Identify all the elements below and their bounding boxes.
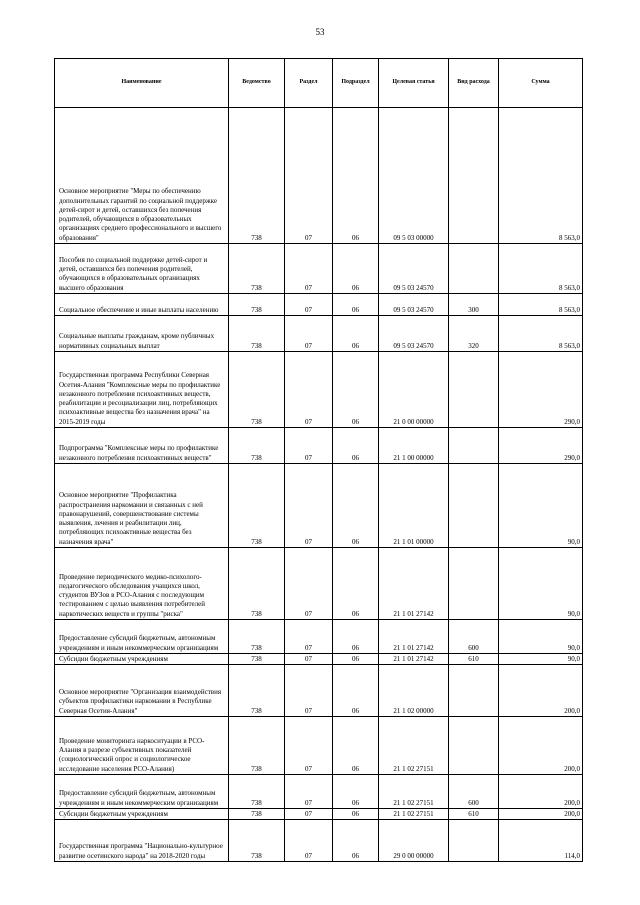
cell-name: Субсидии бюджетным учреждениям	[55, 809, 229, 820]
cell-vid: 300	[449, 294, 499, 316]
cell-ved: 738	[229, 428, 285, 464]
header-celevaya-statya: Целевая статья	[379, 59, 449, 108]
cell-vid	[449, 820, 499, 862]
cell-vid	[449, 428, 499, 464]
cell-ved: 738	[229, 665, 285, 717]
cell-name: Государственная программа "Национально-культурное развитие осетинского народа" на 2018-2020 годы	[55, 820, 229, 862]
cell-vid: 610	[449, 809, 499, 820]
cell-name: Основное мероприятие "Меры по обеспечению дополнительных гарантий по социальной поддержке детей-сирот и детей, оставшихся без попечения родителей, обучающихся в образовательных организациях среднего профессионального и высшего образования"	[55, 108, 229, 244]
cell-ved: 738	[229, 294, 285, 316]
cell-name: Субсидии бюджетным учреждениям	[55, 654, 229, 665]
header-row	[55, 59, 583, 108]
cell-razd: 07	[285, 108, 333, 244]
header-vedomstvo: Ведомство	[229, 59, 285, 108]
table-row	[55, 775, 583, 809]
cell-razd: 07	[285, 352, 333, 428]
cell-cel: 21 1 01 00000	[379, 464, 449, 548]
cell-sum: 90,0	[499, 464, 583, 548]
cell-name: Пособия по социальной поддержке детей-сирот и детей, оставшихся без попечения родителей, обучающихся в образовательных организациях высшего образования	[55, 244, 229, 294]
cell-name: Проведение периодического медико-психолого-педагогического обследования учащихся школ, студентов ВУЗов в РСО-Алания с последующим тестированием с целью выявления потребителей наркотических веществ и группы "риска"	[55, 548, 229, 620]
header-vid-rashoda: Вид расхода	[449, 59, 499, 108]
cell-cel: 21 1 02 27151	[379, 717, 449, 775]
table-row	[55, 620, 583, 654]
cell-cel: 21 1 01 27142	[379, 620, 449, 654]
cell-podr: 06	[333, 428, 379, 464]
cell-podr: 06	[333, 775, 379, 809]
cell-razd: 07	[285, 428, 333, 464]
cell-name: Подпрограмма "Комплексные меры по профилактике незаконного потребления психоактивных веществ"	[55, 428, 229, 464]
cell-sum: 90,0	[499, 654, 583, 665]
cell-vid: 610	[449, 654, 499, 665]
cell-podr: 06	[333, 665, 379, 717]
cell-podr: 06	[333, 820, 379, 862]
cell-razd: 07	[285, 464, 333, 548]
cell-podr: 06	[333, 654, 379, 665]
cell-ved: 738	[229, 108, 285, 244]
cell-cel: 09 5 03 24570	[379, 294, 449, 316]
cell-cel: 29 0 00 00000	[379, 820, 449, 862]
table-row	[55, 654, 583, 665]
cell-sum: 290,0	[499, 428, 583, 464]
cell-cel: 21 0 00 00000	[379, 352, 449, 428]
cell-ved: 738	[229, 548, 285, 620]
cell-sum: 114,0	[499, 820, 583, 862]
cell-vid	[449, 108, 499, 244]
cell-razd: 07	[285, 294, 333, 316]
table-row	[55, 108, 583, 244]
cell-vid: 600	[449, 620, 499, 654]
cell-name: Проведение мониторинга наркоситуации в РСО-Алания в разрезе субъективных показателей (социологический опрос и социологическое исследование населения РСО-Алания)	[55, 717, 229, 775]
table-row	[55, 464, 583, 548]
table-row	[55, 820, 583, 862]
cell-podr: 06	[333, 244, 379, 294]
cell-vid	[449, 665, 499, 717]
cell-cel: 21 1 02 00000	[379, 665, 449, 717]
cell-razd: 07	[285, 809, 333, 820]
cell-name: Предоставление субсидий бюджетным, автономным учреждениям и иным некоммерческим организациям	[55, 620, 229, 654]
cell-sum: 8 563,0	[499, 294, 583, 316]
cell-cel: 21 1 00 00000	[379, 428, 449, 464]
cell-sum: 8 563,0	[499, 316, 583, 352]
cell-ved: 738	[229, 820, 285, 862]
cell-ved: 738	[229, 316, 285, 352]
cell-podr: 06	[333, 108, 379, 244]
cell-razd: 07	[285, 244, 333, 294]
cell-ved: 738	[229, 654, 285, 665]
cell-name: Социальные выплаты гражданам, кроме публичных нормативных социальных выплат	[55, 316, 229, 352]
cell-sum: 200,0	[499, 775, 583, 809]
table-row	[55, 316, 583, 352]
cell-ved: 738	[229, 809, 285, 820]
cell-vid: 600	[449, 775, 499, 809]
table-row	[55, 352, 583, 428]
cell-ved: 738	[229, 464, 285, 548]
cell-vid	[449, 717, 499, 775]
cell-razd: 07	[285, 665, 333, 717]
cell-podr: 06	[333, 620, 379, 654]
cell-cel: 09 5 03 00000	[379, 108, 449, 244]
cell-sum: 8 563,0	[499, 108, 583, 244]
table-row	[55, 428, 583, 464]
cell-razd: 07	[285, 620, 333, 654]
cell-sum: 90,0	[499, 548, 583, 620]
page-number: 53	[315, 27, 325, 37]
cell-vid: 320	[449, 316, 499, 352]
cell-podr: 06	[333, 548, 379, 620]
cell-sum: 8 563,0	[499, 244, 583, 294]
cell-sum: 200,0	[499, 809, 583, 820]
table-row	[55, 548, 583, 620]
cell-podr: 06	[333, 294, 379, 316]
cell-cel: 09 5 03 24570	[379, 316, 449, 352]
cell-podr: 06	[333, 717, 379, 775]
cell-cel: 21 1 02 27151	[379, 809, 449, 820]
cell-podr: 06	[333, 464, 379, 548]
cell-ved: 738	[229, 775, 285, 809]
cell-podr: 06	[333, 316, 379, 352]
header-podrazdel: Подраздел	[333, 59, 379, 108]
cell-sum: 200,0	[499, 665, 583, 717]
cell-name: Предоставление субсидий бюджетным, автономным учреждениям и иным некоммерческим организациям	[55, 775, 229, 809]
cell-ved: 738	[229, 244, 285, 294]
table-row	[55, 809, 583, 820]
table-row	[55, 665, 583, 717]
header-name: Наименование	[55, 59, 229, 108]
cell-razd: 07	[285, 316, 333, 352]
cell-razd: 07	[285, 548, 333, 620]
cell-razd: 07	[285, 820, 333, 862]
cell-vid	[449, 244, 499, 294]
cell-name: Социальное обеспечение и иные выплаты населению	[55, 294, 229, 316]
cell-podr: 06	[333, 352, 379, 428]
cell-razd: 07	[285, 717, 333, 775]
cell-sum: 200,0	[499, 717, 583, 775]
budget-table	[54, 58, 583, 862]
cell-name: Основное мероприятие "Профилактика распространения наркомании и связанных с ней правонарушений, совершенствование системы выявления, лечения и реабилитации лиц, потребляющих психоактивные вещества без назначения врача"	[55, 464, 229, 548]
table-row	[55, 244, 583, 294]
header-summa: Сумма	[499, 59, 583, 108]
cell-sum: 90,0	[499, 620, 583, 654]
cell-ved: 738	[229, 717, 285, 775]
cell-vid	[449, 548, 499, 620]
cell-ved: 738	[229, 620, 285, 654]
cell-sum: 290,0	[499, 352, 583, 428]
cell-cel: 21 1 01 27142	[379, 548, 449, 620]
cell-ved: 738	[229, 352, 285, 428]
cell-name: Государственная программа Республики Северная Осетия-Алания "Комплексные меры по профилактике незаконного потребления психоактивных веществ, реабилитации и ресоциализации лиц, потребляющих психоактивные вещества без назначения врача" на 2015-2019 годы	[55, 352, 229, 428]
cell-podr: 06	[333, 809, 379, 820]
cell-vid	[449, 352, 499, 428]
table-row	[55, 294, 583, 316]
cell-cel: 21 1 02 27151	[379, 775, 449, 809]
cell-name: Основное мероприятие "Организация взаимодействия субъектов профилактики наркомании в Республике Северная Осетия-Алания"	[55, 665, 229, 717]
header-razdel: Раздел	[285, 59, 333, 108]
cell-razd: 07	[285, 654, 333, 665]
cell-razd: 07	[285, 775, 333, 809]
cell-cel: 09 5 03 24570	[379, 244, 449, 294]
table-row	[55, 717, 583, 775]
cell-cel: 21 1 01 27142	[379, 654, 449, 665]
cell-vid	[449, 464, 499, 548]
